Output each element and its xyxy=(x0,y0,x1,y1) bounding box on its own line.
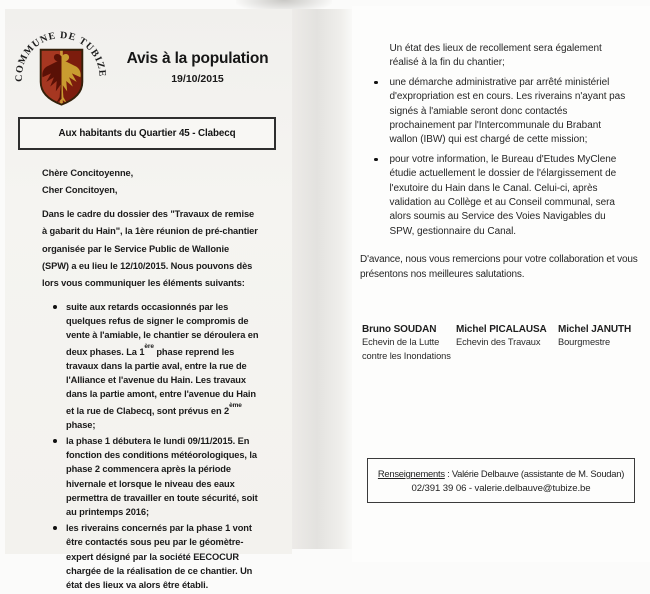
bullet-text xyxy=(66,300,263,432)
signature-role: Echevin des Travaux xyxy=(456,337,541,347)
bullet-dot xyxy=(53,305,57,309)
salutation-line-1: Chère Concitoyenne, xyxy=(42,168,134,178)
bullet-item xyxy=(53,300,263,432)
ordinal-superscript: ème xyxy=(229,401,242,409)
signature-role: Bourgmestre xyxy=(558,337,611,347)
coat-of-arms-svg xyxy=(14,10,109,116)
bullet-list-page2 xyxy=(374,42,626,244)
bullet-dot xyxy=(374,158,378,162)
addressee-banner-text: Aux habitants du Quartier 45 - Clabecq xyxy=(58,128,236,139)
signature-picalausa xyxy=(456,324,558,350)
bullet-text: une démarche administrative par arrêté ministériel d'expropriation est en cours. Les riverains n'ayant pas signés à l'amiable seront donc contactés prochainement par l'Intercommunale du Brabant wallon (IBW) qui est chargé de cette mission; xyxy=(389,76,626,146)
bullet-text: la phase 1 débutera le lundi 09/11/2015. En fonction des conditions météorologiques, la phase 2 commencera après la période hivernale et lorsque le niveau des eaux permettra de travailler en toute sécurité, soit au printemps 2016; xyxy=(66,436,258,518)
bullet-item xyxy=(53,521,263,592)
closing-paragraph: D'avance, nous vous remercions pour votre collaboration et vous présentons nos meilleures salutations. xyxy=(360,254,638,281)
bullet-dot xyxy=(53,526,57,530)
signature-name: Bruno SOUDAN xyxy=(362,324,437,335)
addressee-banner xyxy=(18,117,276,150)
bullet-dot xyxy=(53,439,57,443)
signature-soudan xyxy=(362,324,462,363)
bullet-text: les riverains concernés par la phase 1 vont être contactés sous peu par le géomètre-expert désigné par la société EECOCUR chargée de la réalisation de ce chantier. Un état des lieux va alors être établi. xyxy=(66,523,253,591)
ordinal-superscript: ère xyxy=(144,342,154,350)
notice-page-2 xyxy=(352,6,650,562)
page-title: Avis à la population xyxy=(126,50,269,67)
signature-role: Echevin de la Lutte contre les Inondations xyxy=(362,337,451,361)
bullet-dot xyxy=(374,81,378,85)
bullet-list-page1 xyxy=(53,300,263,594)
bullet1-mid: phase reprend les travaux dans la partie aval, entre la rue de l'Alliance et l'avenue du Hain. Les travaux dans la partie amont, entre l'avenue du Hain et la rue de Clabecq, sont prévus en 2 xyxy=(66,346,256,416)
bullet-item xyxy=(374,153,626,239)
bullet-text: pour votre information, le Bureau d'Etudes MyClene étudie actuellement le dossier de l'élargissement de l'exutoire du Hain dans le Canal. Celui-ci, après validation au Collège et au Conseil communal, sera alors soumis au Service des Voies Navigables du SPW, gestionnaire du Canal. xyxy=(389,153,617,237)
signature-name: Michel PICALAUSA xyxy=(456,324,547,335)
contact-line-1 xyxy=(372,468,630,479)
contact-label: Renseignements xyxy=(377,468,445,479)
bullet-continuation-item xyxy=(374,42,626,71)
commune-tubize-coat-of-arms-icon xyxy=(14,10,109,116)
contact-info-box xyxy=(367,458,635,503)
bullet1-pre: suite aux retards occasionnés par les quelques refus de signer le compromis de vente à l'amiable, le chantier se déroulera en deux phases. La 1 xyxy=(66,302,259,357)
notice-date: 19/10/2015 xyxy=(171,73,224,85)
contact-line-2: 02/391 39 06 - valerie.delbauve@tubize.be xyxy=(411,483,591,494)
continuation-text: Un état des lieux de recollement sera également réalisé à la fin du chantier; xyxy=(389,43,602,69)
intro-paragraph: Dans le cadre du dossier des "Travaux de remise à gabarit du Hain", la 1ère réunion de pré-chantier organisée par le Service Public de Wallonie (SPW) a eu lieu le 12/10/2015. Nous pouvons dès lors vous communiquer les éléments suivants: xyxy=(42,209,258,289)
logo-arc-text: COMMUNE DE TUBIZE xyxy=(14,29,108,82)
contact-text: : Valérie Delbauve (assistante de M. Soudan) xyxy=(444,468,625,479)
signature-block xyxy=(352,324,650,384)
salutation xyxy=(42,165,133,198)
notice-page-1 xyxy=(5,9,292,591)
bullet-item xyxy=(374,76,626,148)
bullet1-post: phase; xyxy=(66,419,96,430)
signature-januth xyxy=(558,324,648,350)
signature-name: Michel JANUTH xyxy=(558,324,632,335)
page-gap-shadow xyxy=(292,9,354,549)
shield-field xyxy=(41,50,83,107)
salutation-line-2: Cher Concitoyen, xyxy=(42,184,118,195)
bullet-item xyxy=(53,434,263,519)
